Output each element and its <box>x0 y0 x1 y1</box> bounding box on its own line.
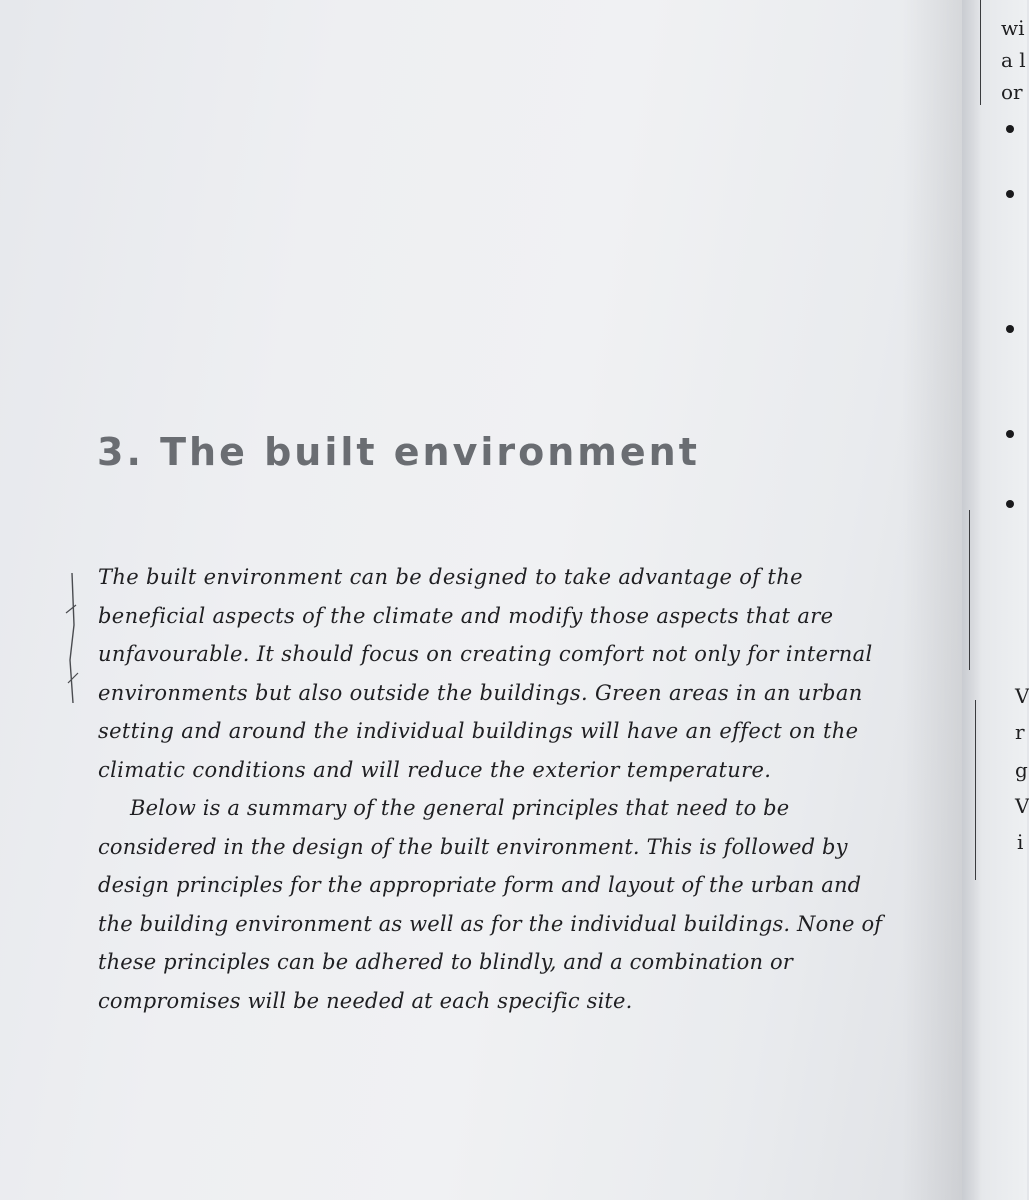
section-body <box>98 558 888 1020</box>
adjacent-page-edge <box>982 0 1027 1200</box>
page-fragment: or <box>1001 80 1023 104</box>
book-gutter <box>962 0 982 1200</box>
bullet-marker <box>1006 430 1014 438</box>
margin-rule <box>975 700 976 880</box>
page-fragment: a l <box>1001 48 1026 72</box>
bullet-marker <box>1006 125 1014 133</box>
section-heading: 3. The built environment <box>97 430 700 474</box>
paragraph-intro: The built environment can be designed to take advantage of the beneficial aspects of the climate and modify those aspects that are unfavourable. It should focus on creating comfort not only for internal environments but also outside the buildings. Green areas in an urban setting and around the individual buildings will have an effect on the climatic conditions and will reduce the exterior temperature. <box>98 565 873 782</box>
page-fragment: g <box>1015 758 1028 782</box>
margin-rule <box>969 510 970 670</box>
bullet-marker <box>1006 325 1014 333</box>
page-fragment: r <box>1015 720 1025 744</box>
page-fragment: wi <box>1001 16 1025 40</box>
bullet-marker <box>1006 500 1014 508</box>
page-fragment: V <box>1015 684 1029 708</box>
paragraph-summary: Below is a summary of the general principles that need to be considered in the design of the built environment. This is followed by design principles for the appropriate form and layout of the urban and the building environment as well as for the individual buildings. None of these principles can be adhered to blindly, and a combination or compromises will be needed at each specific site. <box>98 796 883 1013</box>
page-fragment: i <box>1017 830 1024 854</box>
page-curve-shadow <box>902 0 962 1200</box>
bullet-marker <box>1006 190 1014 198</box>
margin-rule <box>980 0 981 105</box>
pencil-margin-mark <box>62 565 86 705</box>
page-fragment: V <box>1015 794 1029 818</box>
